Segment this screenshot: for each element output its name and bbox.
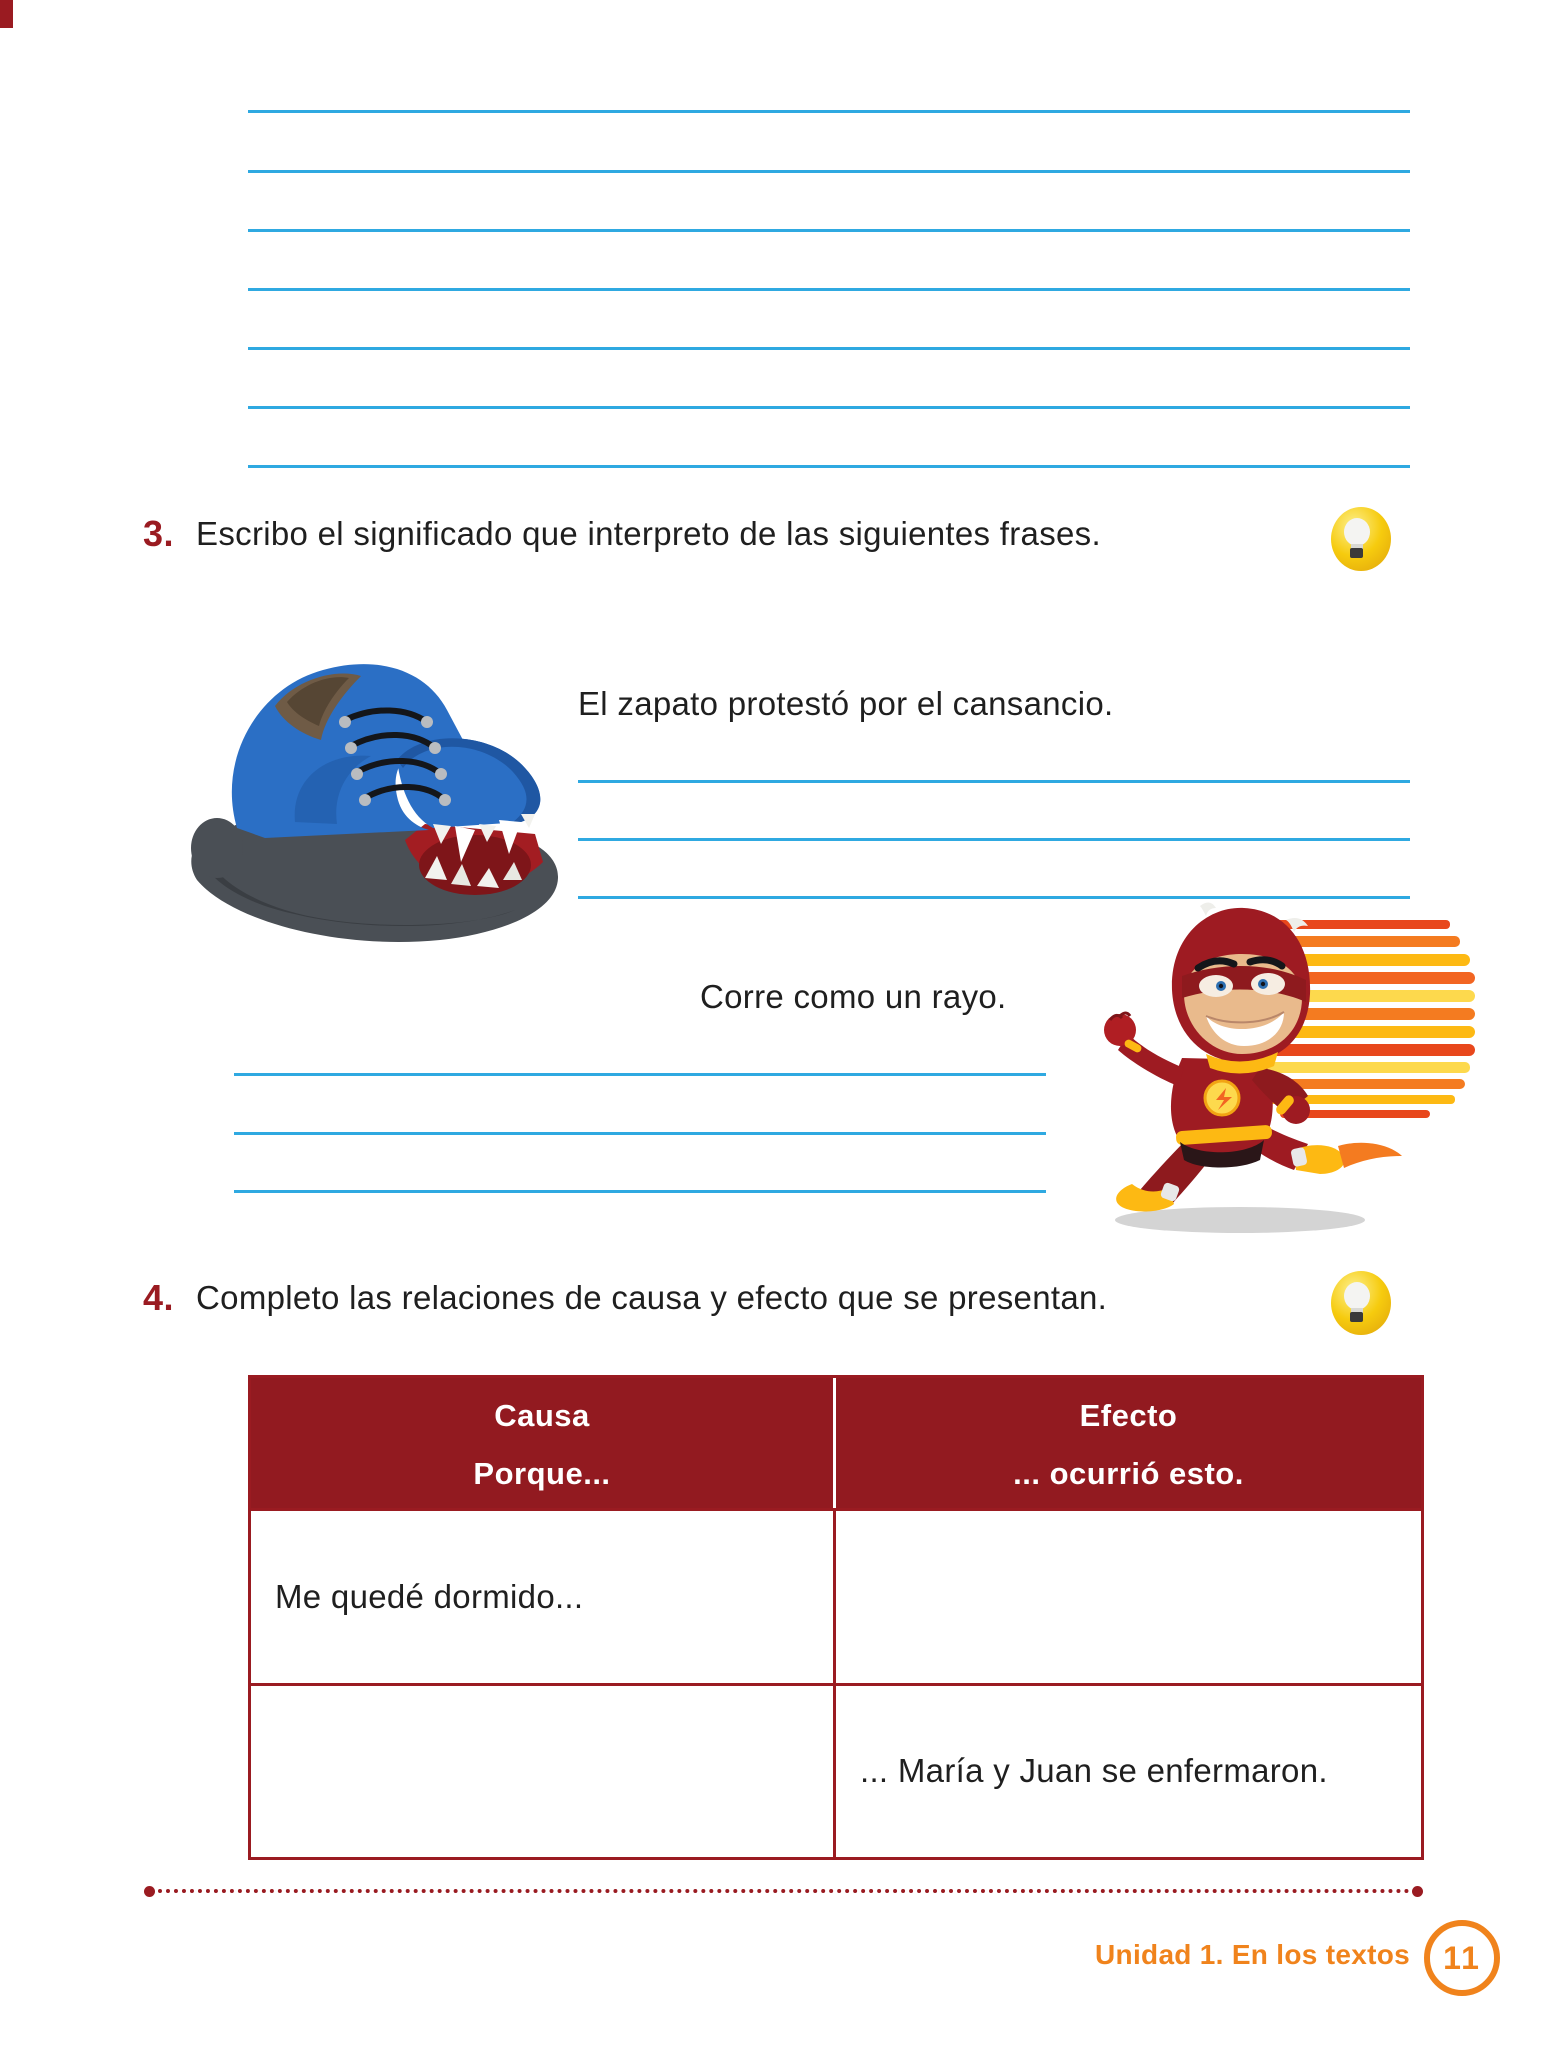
answer-line: [248, 288, 1410, 291]
page-number-badge: [1424, 1920, 1500, 1996]
exercise-3-prompt: Escribo el significado que interpreto de las siguientes frases.: [196, 515, 1101, 552]
exercise-4-heading: [143, 1276, 1323, 1320]
table-header-row: [251, 1378, 1421, 1508]
lightbulb-icon: [1330, 1270, 1392, 1336]
answer-line: [234, 1132, 1046, 1135]
table-row: [251, 1508, 1421, 1683]
phrase-2-text: Corre como un rayo.: [700, 978, 1007, 1015]
exercise-3-heading: [143, 512, 1323, 556]
page-number: 11: [1443, 1939, 1481, 1976]
answer-line: [578, 780, 1410, 783]
footer-dotted-rule: [158, 1889, 1410, 1893]
table-header-efecto: [836, 1378, 1421, 1508]
table-header-causa: [251, 1378, 836, 1508]
answer-line: [248, 347, 1410, 350]
lightbulb-icon: [1330, 506, 1392, 572]
answer-line: [578, 838, 1410, 841]
exercise-3-number: 3.: [143, 513, 175, 554]
cell-effect-2: ... María y Juan se enfermaron.: [860, 1752, 1328, 1790]
exercise-4-number: 4.: [143, 1277, 175, 1318]
cell-effect-1-blank: [836, 1511, 1421, 1683]
phrase-1-text: El zapato protestó por el cansancio.: [578, 685, 1114, 722]
header-causa-title: Causa: [494, 1398, 590, 1433]
answer-line: [234, 1073, 1046, 1076]
cell-cause-1: Me quedé dormido...: [251, 1511, 836, 1683]
print-corner-mark: [0, 0, 13, 28]
rule-end-dot-right: [1412, 1886, 1423, 1897]
header-efecto-title: Efecto: [1079, 1398, 1178, 1433]
answer-line: [248, 465, 1410, 468]
header-causa-subtitle: Porque...: [473, 1456, 611, 1491]
unit-label: Unidad 1. En los textos: [1095, 1939, 1410, 1970]
answer-line: [248, 229, 1410, 232]
answer-line: [234, 1190, 1046, 1193]
answer-line: [248, 170, 1410, 173]
rule-end-dot-left: [144, 1886, 155, 1897]
cell-cause-2-blank: [251, 1686, 836, 1858]
answer-line: [248, 110, 1410, 113]
answer-line: [248, 406, 1410, 409]
exercise-4-prompt: Completo las relaciones de causa y efecto que se presentan.: [196, 1279, 1108, 1316]
cause-effect-table: [248, 1375, 1424, 1860]
header-efecto-subtitle: ... ocurrió esto.: [1013, 1456, 1244, 1491]
speedster-superhero-illustration: [1080, 898, 1480, 1238]
table-row: [251, 1683, 1421, 1858]
monster-shoe-illustration: [175, 610, 570, 955]
